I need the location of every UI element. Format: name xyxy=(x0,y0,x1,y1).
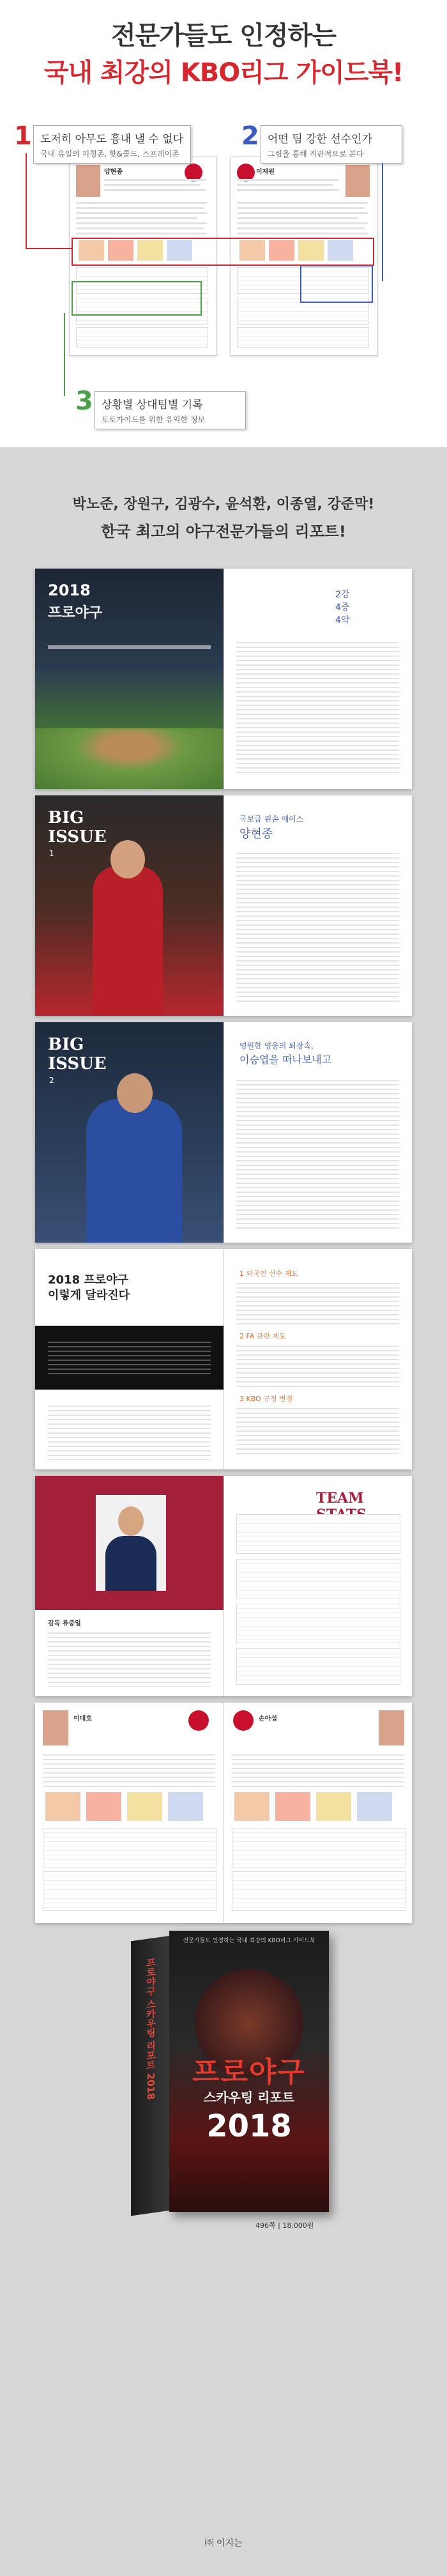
spread-4-item-3: 3 KBO 규정 변경 xyxy=(239,1395,293,1403)
team-stats-title: TEAM xyxy=(316,1490,364,1506)
body-text xyxy=(236,1280,399,1324)
player-photo xyxy=(43,1710,68,1745)
experts-section xyxy=(0,447,447,2576)
spread-changes xyxy=(35,1249,412,1469)
connector-line-1b xyxy=(26,248,72,249)
publisher: ㈜ 이지는 xyxy=(204,2538,243,2549)
intro-section xyxy=(0,0,447,447)
spread-4-item-1: 1 외국인 선수 제도 xyxy=(239,1269,298,1278)
spread-1-heading-1: 2강 xyxy=(335,590,350,600)
stat-table xyxy=(237,327,369,348)
body-text xyxy=(48,1629,211,1687)
callout-3 xyxy=(95,391,246,429)
spread-3-label: BIG xyxy=(48,1035,84,1054)
callout-2-subtitle: 그림을 통해 직관적으로 본다 xyxy=(268,150,364,158)
body-text xyxy=(236,639,399,773)
experts-tagline: 한국 최고의 야구전문가들의 리포트! xyxy=(101,523,346,540)
stadium-photo xyxy=(35,569,224,789)
spread-2-kicker: 국보급 왼손 에이스 xyxy=(239,815,304,824)
body-text xyxy=(232,1751,404,1787)
connector-line-3 xyxy=(64,313,65,396)
spread-2018-season xyxy=(35,569,412,789)
highlight-box-1 xyxy=(72,238,374,266)
player-photo xyxy=(76,165,100,197)
spread-players xyxy=(35,1703,412,1923)
spread-3-number: 2 xyxy=(49,1076,54,1085)
callout-1 xyxy=(33,125,191,164)
spread-4-title-line1: 2018 프로야구 xyxy=(48,1273,128,1287)
player-name: 양현종 xyxy=(104,169,123,176)
spread-big-issue-1 xyxy=(35,795,412,1016)
changes-left-page xyxy=(35,1249,224,1469)
stat-table xyxy=(232,1828,405,1867)
stat-table xyxy=(236,1514,400,1554)
body-text xyxy=(48,1402,211,1460)
stat-table xyxy=(43,1871,216,1911)
spread-3-title: 이승엽을 떠나보내고 xyxy=(239,1054,332,1066)
body-text xyxy=(236,1405,399,1456)
book-price: 496쪽 | 18,000원 xyxy=(255,2221,314,2230)
book-title: 프로야구 xyxy=(192,2056,306,2089)
big-issue-photo xyxy=(35,1022,224,1243)
highlight-box-2 xyxy=(300,265,373,303)
spread-2-number: 1 xyxy=(49,849,54,858)
manager-photo xyxy=(96,1495,166,1591)
book-banner: 전문가들도 인정하는 국내 최강의 KBO리그 가이드북 xyxy=(183,1938,315,1944)
intro-title-line1: 전문가들도 인정하는 xyxy=(111,21,336,50)
callout-2 xyxy=(261,125,402,164)
stat-table xyxy=(236,1648,400,1685)
spread-2-label: BIG xyxy=(48,808,84,827)
experts-names: 박노준, 장원구, 김광수, 윤석환, 이종열, 강준막! xyxy=(72,496,375,512)
body-text xyxy=(236,850,399,1003)
callout-1-subtitle: 국내 유일의 피칭존, 핫&콜드, 스프레이존 xyxy=(40,150,179,158)
player-name: 이재원 xyxy=(256,169,275,176)
book-spine-text: 프로야구 스카우팅 리포트 2018 xyxy=(145,1956,156,2101)
callout-2-number: 2 xyxy=(241,121,259,151)
spread-2-title: 양현종 xyxy=(239,827,273,841)
stat-table xyxy=(236,1604,400,1643)
connector-line-2 xyxy=(382,153,383,281)
callout-3-subtitle: 토토가이드를 위한 유익한 정보 xyxy=(102,415,206,424)
book-subtitle: 스카우팅 리포트 xyxy=(203,2090,295,2105)
book-year: 2018 xyxy=(206,2108,292,2144)
spread-1-heading-3: 4약 xyxy=(335,615,350,625)
callout-3-number: 3 xyxy=(75,387,93,416)
spread-6-left-player: 이대호 xyxy=(73,1715,92,1722)
spread-team-stats xyxy=(35,1476,412,1696)
stat-table xyxy=(76,327,208,348)
spread-1-title-line2: 프로야구 xyxy=(48,605,103,621)
player-photo xyxy=(379,1710,404,1745)
stat-table xyxy=(236,1559,400,1598)
stat-table xyxy=(43,1828,216,1867)
spread-big-issue-2 xyxy=(35,1022,412,1243)
callout-3-title: 상황별 상대팀별 기록 xyxy=(102,399,203,411)
spread-3-kicker: 영원한 영웅의 퇴장속, xyxy=(239,1041,314,1050)
callout-1-number: 1 xyxy=(14,121,32,151)
spread-4-title-line2: 이렇게 달라진다 xyxy=(48,1289,130,1302)
highlight-box-3 xyxy=(72,281,202,316)
body-text xyxy=(236,1077,399,1230)
spread-6-right-player: 손아섭 xyxy=(259,1715,277,1722)
connector-line-1 xyxy=(26,153,27,249)
spread-2-label2: ISSUE xyxy=(48,827,107,847)
spread-4-item-2: 2 FA 관련 제도 xyxy=(239,1332,286,1340)
book-cover xyxy=(169,1931,329,2212)
body-text xyxy=(236,1342,399,1387)
callout-2-title: 어떤 팀 강한 선수인가 xyxy=(268,133,373,146)
manager-page xyxy=(35,1476,224,1696)
player-photo xyxy=(345,165,370,197)
spread-1-title-line1: 2018 xyxy=(48,581,91,599)
spread-1-heading-2: 4중 xyxy=(335,602,350,613)
callout-1-title: 도저히 아무도 흉내 낼 수 없다 xyxy=(40,133,184,146)
team-logo xyxy=(233,1710,254,1731)
intro-title-line2: 국내 최강의 KBO리그 가이드북! xyxy=(43,58,404,88)
spread-3-label2: ISSUE xyxy=(48,1054,107,1073)
book-spine xyxy=(131,1936,169,2216)
big-issue-photo xyxy=(35,795,224,1016)
stat-table xyxy=(232,1871,405,1911)
body-text xyxy=(43,1751,215,1787)
manager-caption: 감독 류중일 xyxy=(48,1620,81,1627)
team-logo xyxy=(188,1710,209,1731)
black-band xyxy=(35,1326,224,1390)
